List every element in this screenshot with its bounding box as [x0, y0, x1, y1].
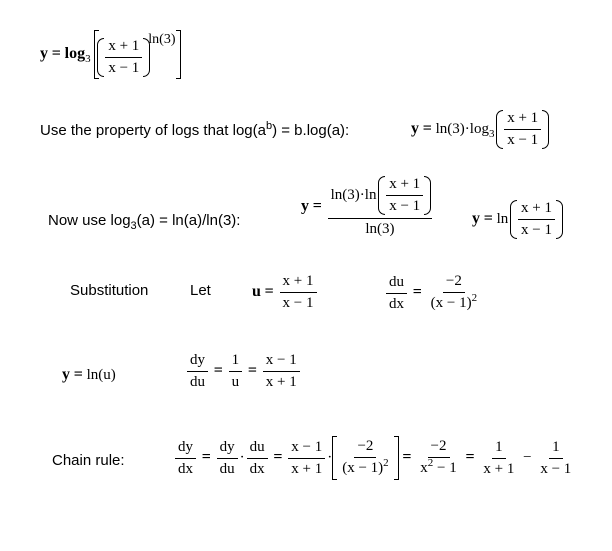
- equation-y-ln: y = ln $\frac{x + 1}{x - 1}$: [472, 200, 561, 239]
- fraction: $\frac{x + 1}{x - 1}$: [504, 110, 541, 149]
- property-text: Use the property of logs that $\log(a^b) = b.\log(a)$:: [40, 120, 350, 139]
- log-func: $\log_3$: [64, 44, 91, 65]
- equation-log-base3: [40, 32, 181, 77]
- equation-ln3-log: $y = \ln(3)\cdot\log_3$ $\frac{x + 1}{x - 1}$: [411, 110, 547, 149]
- var-y: y: [40, 44, 48, 62]
- exponent: ln(3): [148, 32, 176, 47]
- equation-dy-du: $\frac{dy}{du}$ = $\frac{1}{u}$ = $\frac{x - 1}{x + 1}$: [185, 352, 302, 391]
- equation-u: u = $\frac{x + 1}{x - 1}$: [252, 273, 319, 312]
- bracket-group: [94, 32, 180, 77]
- change-base-text: Now use $\log_3(a) = \ln(a)/\ln(3)$:: [48, 212, 241, 232]
- equation-du-dx: $\frac{du}{dx}$ = $\frac{-2}{(x - 1)^2}$: [384, 273, 482, 313]
- equation-chain-rule: $\frac{dy}{dx}$ = $\frac{dy}{du}$ · $\frac{du}{dx}$ = $\frac{x - 1}{x + 1}$ · $\frac{-2}{(x - 1)^2}$ = $\frac{-2}{x^2 - 1}$ = $\frac{1}{x + 1}$ − $\frac{1}{x - 1}$: [173, 438, 576, 478]
- chain-rule-label: Chain rule:: [52, 452, 125, 469]
- substitution-label: Substitution: [70, 282, 149, 299]
- big-fraction: ln(3)·ln $\frac{x + 1}{x - 1}$ ln(3): [328, 176, 433, 238]
- equals-sign: =: [51, 44, 61, 62]
- equation-y-ln-u: y = ln(u): [62, 366, 116, 383]
- fraction: $\frac{x + 1}{x - 1}$: [105, 38, 142, 77]
- let-label: Let: [190, 282, 211, 299]
- equation-change-base: y = ln(3)·ln $\frac{x + 1}{x - 1}$ ln(3): [301, 176, 434, 238]
- paren-group: [498, 110, 547, 149]
- paren-group: [99, 38, 148, 77]
